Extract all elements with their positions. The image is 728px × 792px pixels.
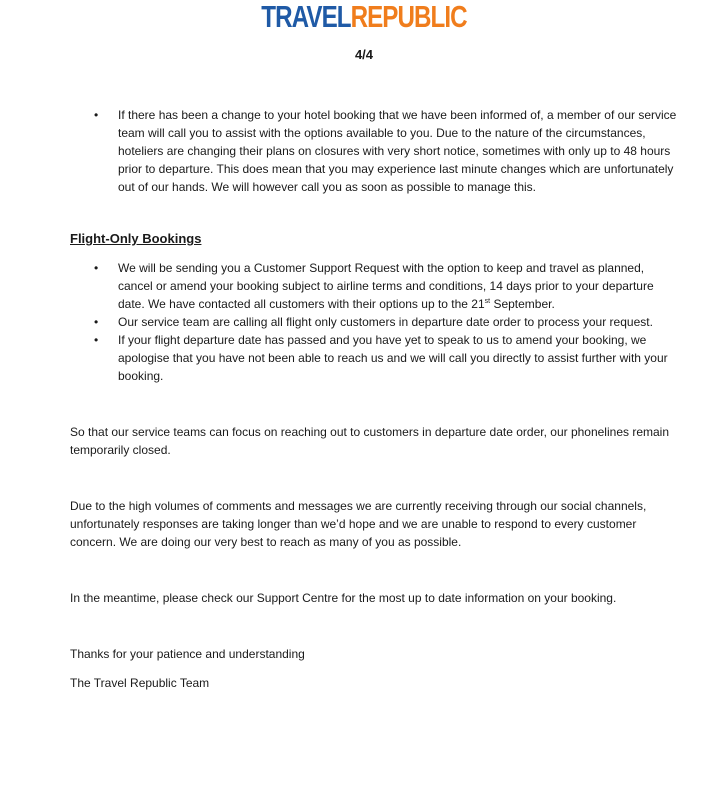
thanks-line: Thanks for your patience and understanding (70, 647, 305, 661)
bullet-dot-icon: • (94, 333, 99, 347)
flight-bullet-1-main: We will be sending you a Customer Support Request with the option to keep and travel as planned, cancel or amend your booking subject to airline terms and conditions, 14 days prior to your departure date. We have contacted all customers with their options up to the 21 (118, 261, 654, 311)
signoff-line: The Travel Republic Team (70, 676, 210, 690)
ordinal-suffix: st (484, 298, 491, 305)
bullet-dot-icon: • (94, 108, 99, 122)
page-number: 4/4 (354, 47, 374, 62)
social-channels-paragraph: Due to the high volumes of comments and messages we are currently receiving through our social channels, unfortunately responses are taking longer than we’d hope and we are unable to respond to every customer concern. We are doing our very best to reach as many of you as possible. (70, 499, 647, 549)
document-body (70, 106, 680, 692)
flight-bullet-calling-order (70, 313, 680, 331)
support-centre-paragraph: In the meantime, please check our Support Centre for the most up to date information on your booking. (70, 591, 617, 605)
bullet-dot-icon: • (94, 261, 99, 275)
hotel-change-bullet (70, 106, 680, 196)
flight-bullet-2-text: Our service team are calling all flight only customers in departure date order to process your request. (118, 315, 653, 329)
phonelines-paragraph: So that our service teams can focus on reaching out to customers in departure date order, our phonelines remain temporarily closed. (70, 425, 670, 457)
logo-part-travel: TRAVEL (261, 0, 351, 34)
flight-bullet-departed (70, 331, 680, 385)
bullet-dot-icon: • (94, 315, 99, 329)
logo-part-republic: REPUBLIC (350, 0, 467, 34)
flight-bullet-3-text: If your flight departure date has passed and you have yet to speak to us to amend your booking, we apologise that you have not been able to reach us and we will call you directly to assist further with your booking. (118, 333, 668, 383)
flight-bullet-1-end: September. (490, 297, 555, 311)
hotel-change-text: If there has been a change to your hotel booking that we have been informed of, a member of our service team will call you to assist with the options available to you. Due to the nature of the circumstances, hoteliers are changing their plans on closures with very short notice, sometimes with only up to 48 hours prior to departure. This does mean that you may experience last minute changes which are unfortunately out of our hands. We will however call you as soon as possible to manage this. (118, 108, 677, 194)
flight-bullet-1-text (118, 261, 654, 311)
flight-only-heading: Flight-Only Bookings (70, 231, 202, 246)
travel-republic-logo (80, 2, 648, 32)
flight-bullet-support-request (70, 259, 680, 313)
